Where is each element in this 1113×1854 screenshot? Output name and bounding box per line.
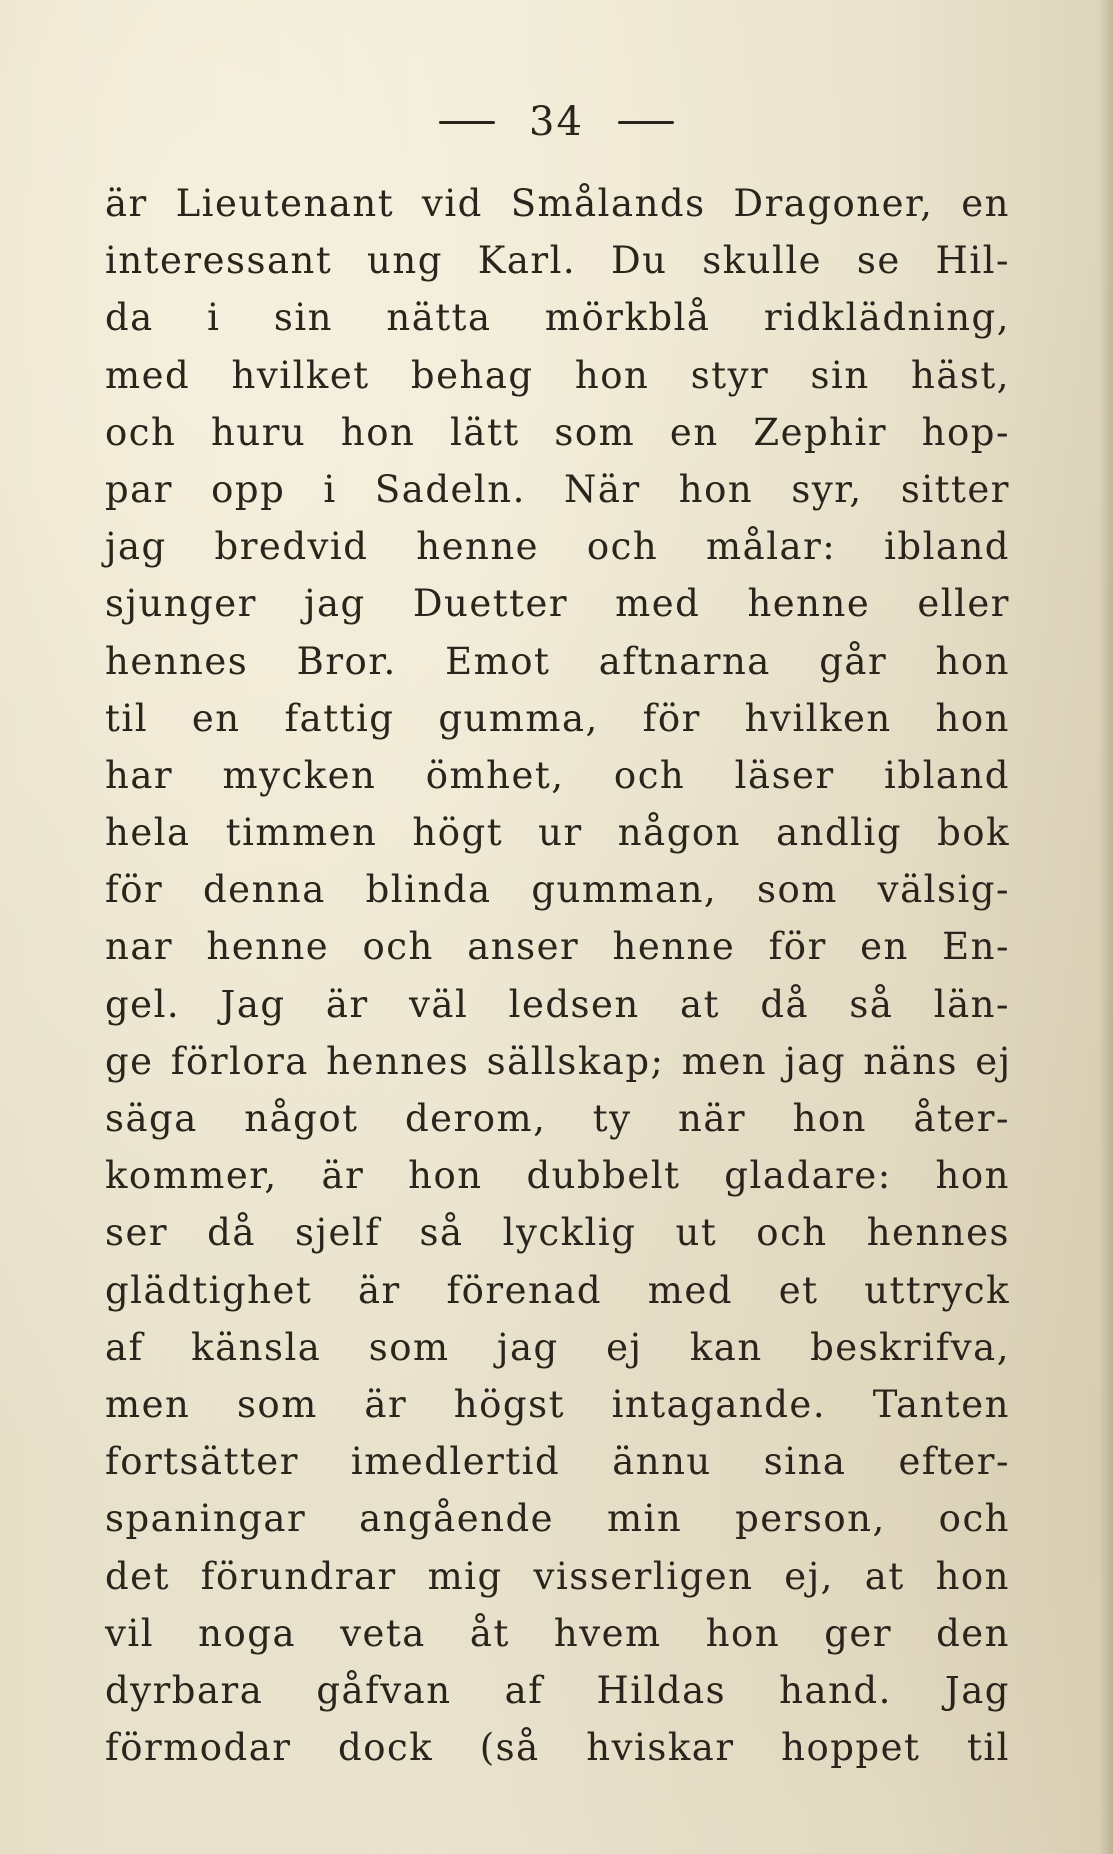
text-line: fortsätter imedlertid ännu sina efter- bbox=[105, 1440, 1010, 1484]
text-line: jag bredvid henne och målar: ibland bbox=[105, 525, 1010, 569]
text-line: kommer, är hon dubbelt gladare: hon bbox=[105, 1154, 1010, 1198]
text-line: glädtighet är förenad med et uttryck bbox=[105, 1268, 1010, 1312]
text-line: förmodar dock (så hviskar hoppet til bbox=[105, 1726, 1010, 1770]
text-line: ge förlora hennes sällskap; men jag näns ej bbox=[105, 1039, 1012, 1083]
text-line: vil noga veta åt hvem hon ger den bbox=[105, 1611, 1010, 1655]
text-line: da i sin nätta mörkblå ridklädning, bbox=[105, 296, 1010, 340]
text-line: det förundrar mig visserligen ej, at hon bbox=[105, 1554, 1010, 1598]
text-line: til en fattig gumma, för hvilken hon bbox=[105, 696, 1010, 740]
text-line: för denna blinda gumman, som välsig- bbox=[105, 868, 1010, 912]
text-line: gel. Jag är väl ledsen at då så län- bbox=[105, 982, 1010, 1026]
header-dash-right bbox=[618, 121, 674, 124]
text-line: säga något derom, ty när hon åter- bbox=[105, 1097, 1010, 1140]
text-line: interessant ung Karl. Du skulle se Hil- bbox=[105, 239, 1010, 283]
text-line: sjunger jag Duetter med henne eller bbox=[105, 582, 1010, 626]
text-line: af känsla som jag ej kan beskrifva, bbox=[105, 1325, 1010, 1369]
text-line: dyrbara gåfvan af Hildas hand. Jag bbox=[105, 1668, 1010, 1712]
body-text bbox=[105, 175, 1010, 1776]
text-line: par opp i Sadeln. När hon syr, sitter bbox=[105, 467, 1010, 511]
text-line: ser då sjelf så lycklig ut och hennes bbox=[105, 1211, 1010, 1255]
text-line: hennes Bror. Emot aftnarna går hon bbox=[105, 639, 1010, 683]
text-line: med hvilket behag hon styr sin häst, bbox=[105, 353, 1010, 397]
page-number: 34 bbox=[529, 99, 584, 145]
text-line: är Lieutenant vid Smålands Dragoner, en bbox=[105, 182, 1010, 225]
text-line: och huru hon lätt som en Zephir hop- bbox=[105, 410, 1010, 454]
page-edge-shadow bbox=[1099, 0, 1113, 1854]
text-line: hela timmen högt ur någon andlig bok bbox=[105, 811, 1010, 855]
text-line: men som är högst intagande. Tanten bbox=[105, 1382, 1010, 1426]
text-line: nar henne och anser henne för en En- bbox=[105, 925, 1010, 969]
text-line: spaningar angående min person, och bbox=[105, 1497, 1010, 1541]
page-header bbox=[0, 92, 1113, 152]
header-dash-left bbox=[439, 121, 495, 124]
text-line: har mycken ömhet, och läser ibland bbox=[105, 753, 1010, 797]
